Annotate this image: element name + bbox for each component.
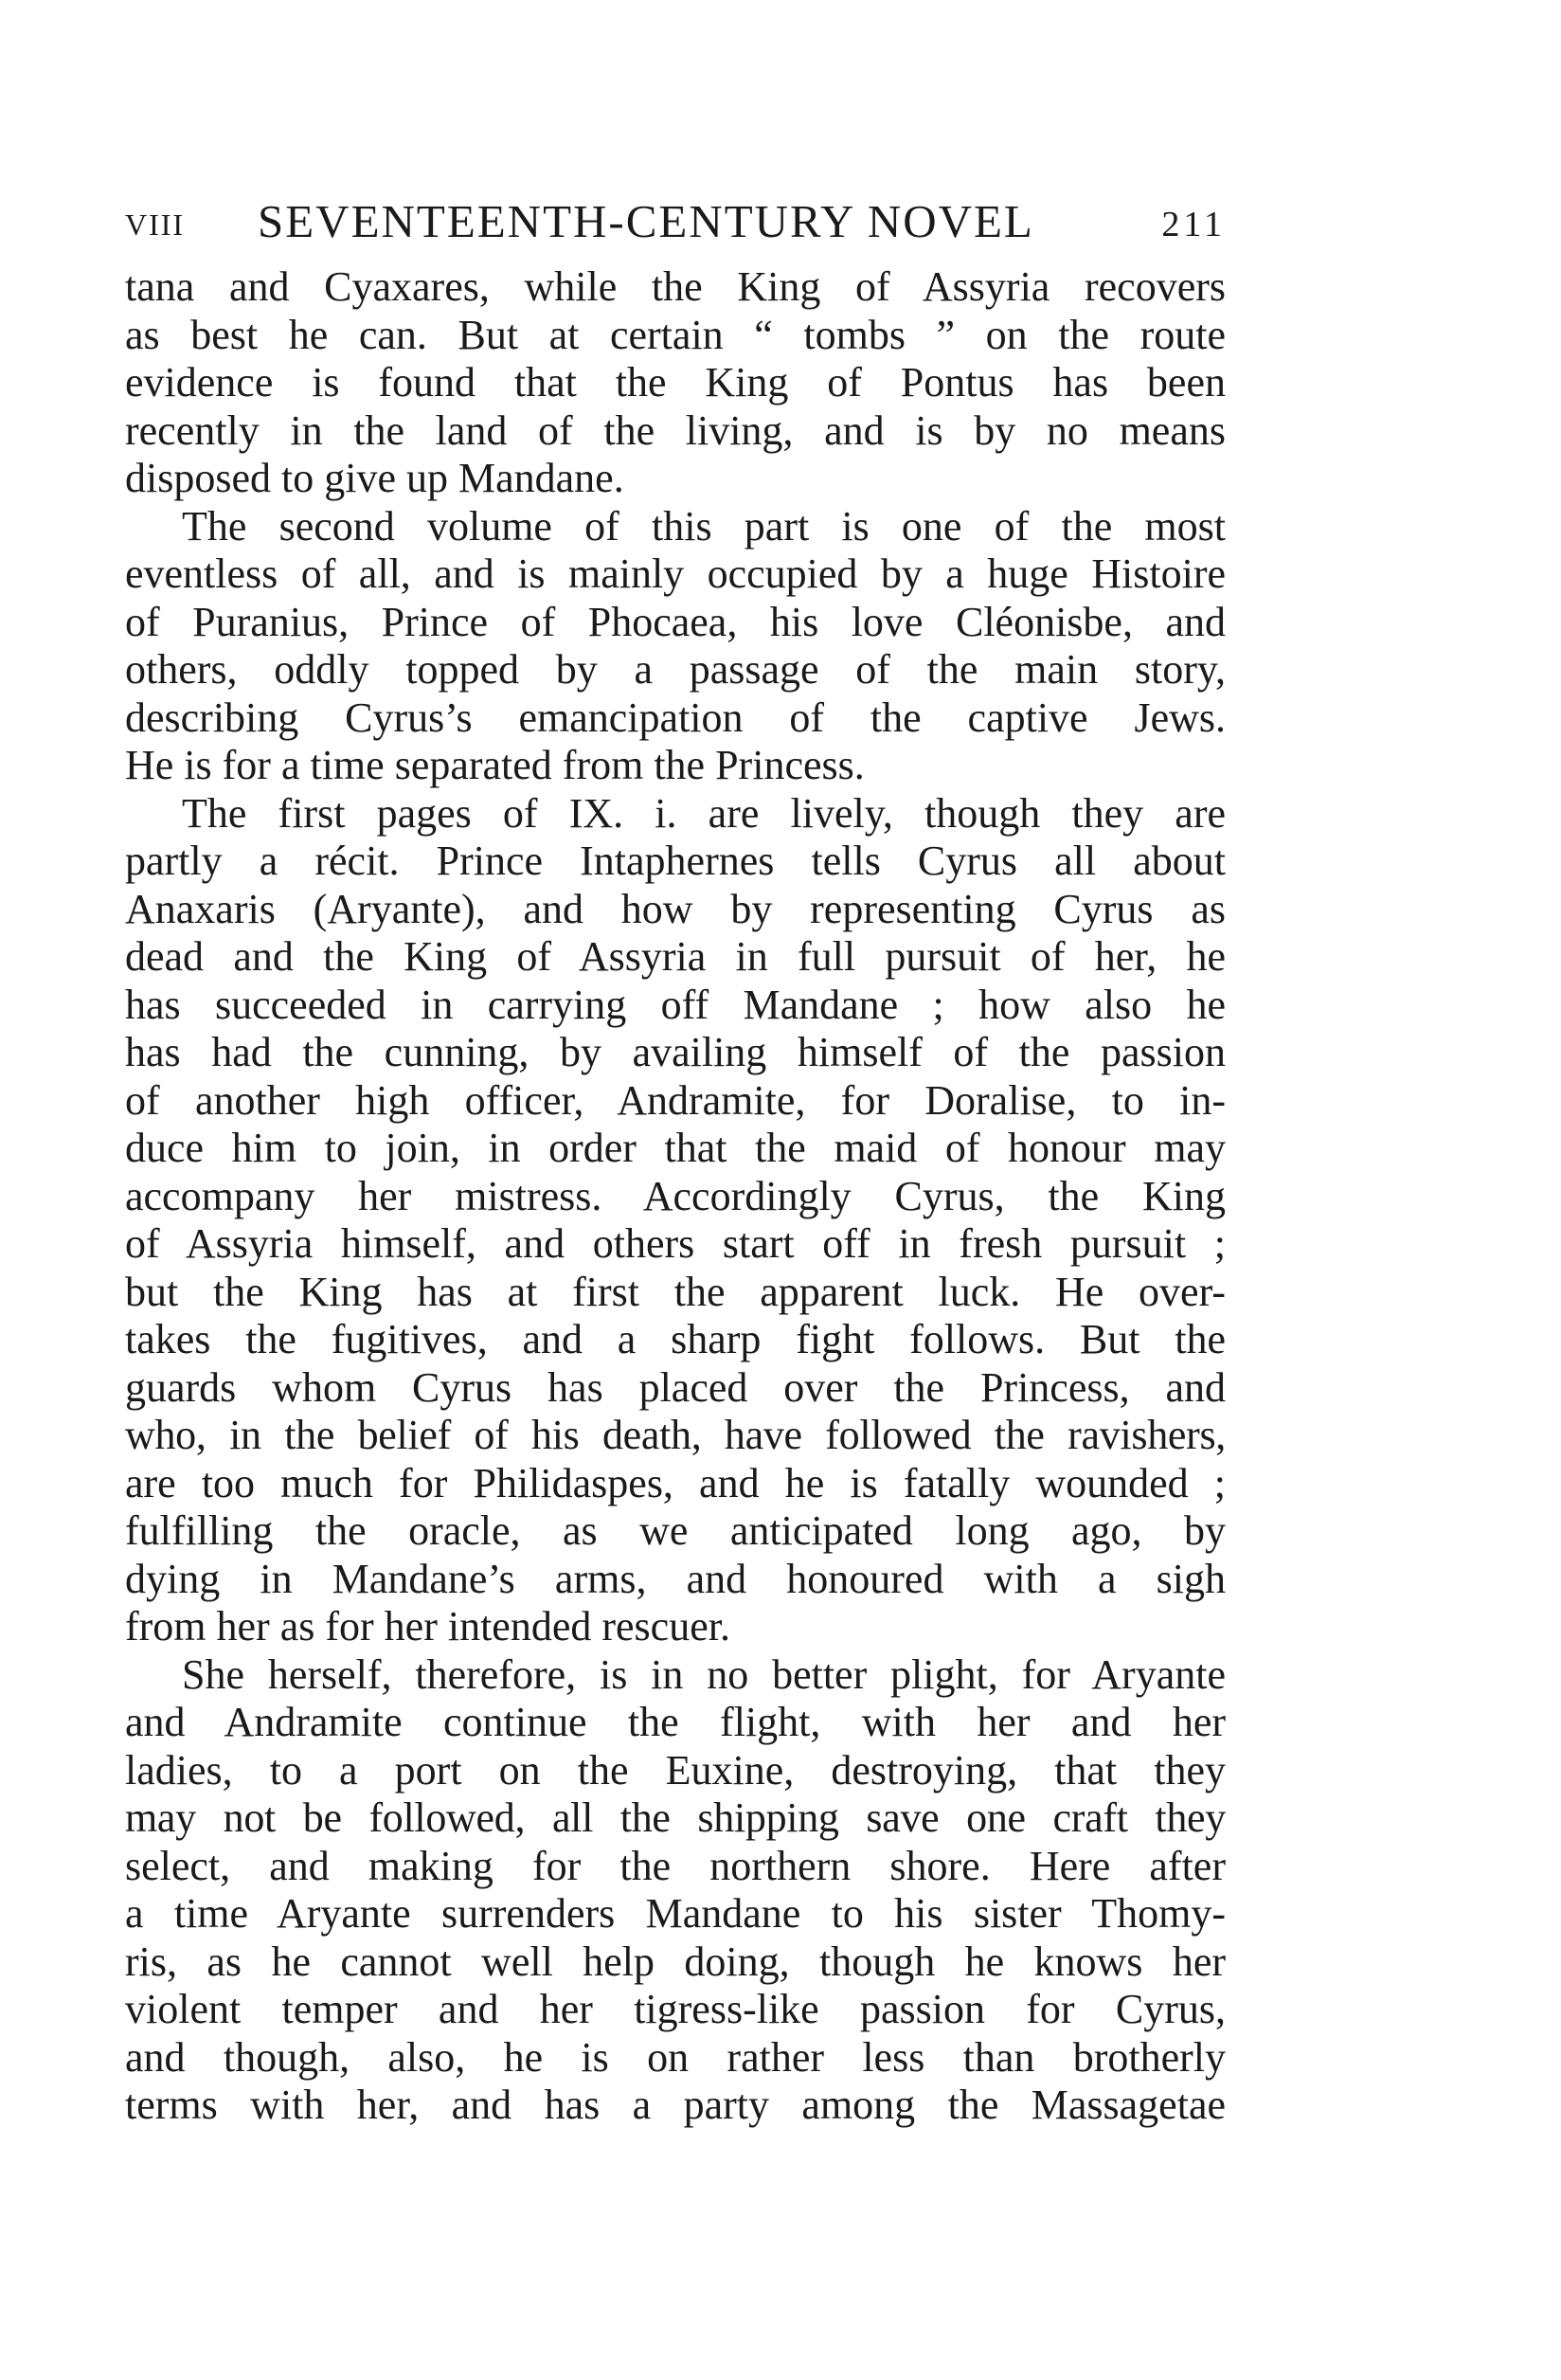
text-line: has succeeded in carrying off Mandane ; how also he — [125, 981, 1226, 1028]
paragraph-2 — [125, 503, 1226, 790]
text-line: violent temper and her tigress-like passion for Cyrus, — [125, 1986, 1226, 2032]
text-line: duce him to join, in order that the maid of honour may — [125, 1125, 1226, 1171]
chapter-number: VIII — [125, 207, 186, 242]
body-text — [125, 263, 1226, 2130]
text-line: recently in the land of the living, and is by no means — [125, 406, 1226, 454]
text-line: The second volume of this part is one of the most — [182, 502, 1226, 550]
text-line: has had the cunning, by availing himself of the passion — [125, 1029, 1226, 1075]
text-line: eventless of all, and is mainly occupied by a huge Histoire — [125, 550, 1226, 597]
text-line: fulfilling the oracle, as we anticipated long ago, by — [125, 1507, 1226, 1554]
text-line: Anaxaris (Aryante), and how by representing Cyrus as — [125, 885, 1226, 932]
running-head — [125, 194, 1226, 261]
text-line: select, and making for the northern shore. Here after — [125, 1842, 1226, 1889]
text-line: ris, as he cannot well help doing, though he knows her — [125, 1938, 1226, 1985]
book-page — [125, 194, 1226, 2130]
running-title: SEVENTEENTH-CENTURY NOVEL — [258, 195, 1034, 247]
text-line: who, in the belief of his death, have followed the ravishers, — [125, 1412, 1226, 1458]
page-number: 211 — [1161, 205, 1226, 244]
text-line: and Andramite continue the flight, with her and her — [125, 1699, 1226, 1745]
text-line: of Assyria himself, and others start off in fresh pursuit ; — [125, 1220, 1226, 1267]
text-line: of another high officer, Andramite, for Doralise, to in- — [125, 1076, 1226, 1124]
text-line: The first pages of IX. i. are lively, though they are — [182, 789, 1226, 837]
paragraph-4 — [125, 1651, 1226, 2130]
text-line: ladies, to a port on the Euxine, destroying, that they — [125, 1746, 1226, 1794]
text-line: partly a récit. Prince Intaphernes tells Cyrus all about — [125, 838, 1226, 884]
text-line: She herself, therefore, is in no better plight, for Aryante — [182, 1650, 1226, 1698]
paragraph-3 — [125, 790, 1226, 1651]
text-line: accompany her mistress. Accordingly Cyrus, the King — [125, 1172, 1226, 1219]
text-line: tana and Cyaxares, while the King of Assyria recovers — [125, 263, 1226, 310]
text-line: dying in Mandane’s arms, and honoured with a sigh — [125, 1555, 1226, 1602]
text-line: are too much for Philidaspes, and he is fatally wounded ; — [125, 1459, 1226, 1506]
text-line: from her as for her intended rescuer. — [125, 1603, 730, 1650]
text-line: as best he can. But at certain “ tombs ” on the route — [125, 311, 1226, 358]
text-line: terms with her, and has a party among the Massagetae — [125, 2082, 1226, 2128]
text-line: may not be followed, all the shipping save one craft they — [125, 1794, 1226, 1841]
text-line: He is for a time separated from the Princess. — [125, 742, 865, 788]
text-line: disposed to give up Mandane. — [125, 455, 624, 501]
text-line: but the King has at first the apparent luck. He over- — [125, 1268, 1226, 1315]
text-line: guards whom Cyrus has placed over the Princess, and — [125, 1363, 1226, 1411]
text-line: takes the fugitives, and a sharp fight follows. But the — [125, 1316, 1226, 1362]
text-line: a time Aryante surrenders Mandane to his sister Thomy- — [125, 1890, 1226, 1937]
text-line: describing Cyrus’s emancipation of the captive Jews. — [125, 694, 1226, 741]
text-line: dead and the King of Assyria in full pursuit of her, he — [125, 933, 1226, 980]
text-line: others, oddly topped by a passage of the main story, — [125, 646, 1226, 693]
text-line: and though, also, he is on rather less than brotherly — [125, 2033, 1226, 2081]
text-line: evidence is found that the King of Pontus has been — [125, 359, 1226, 406]
text-line: of Puranius, Prince of Phocaea, his love Cléonisbe, and — [125, 598, 1226, 645]
paragraph-1 — [125, 263, 1226, 503]
